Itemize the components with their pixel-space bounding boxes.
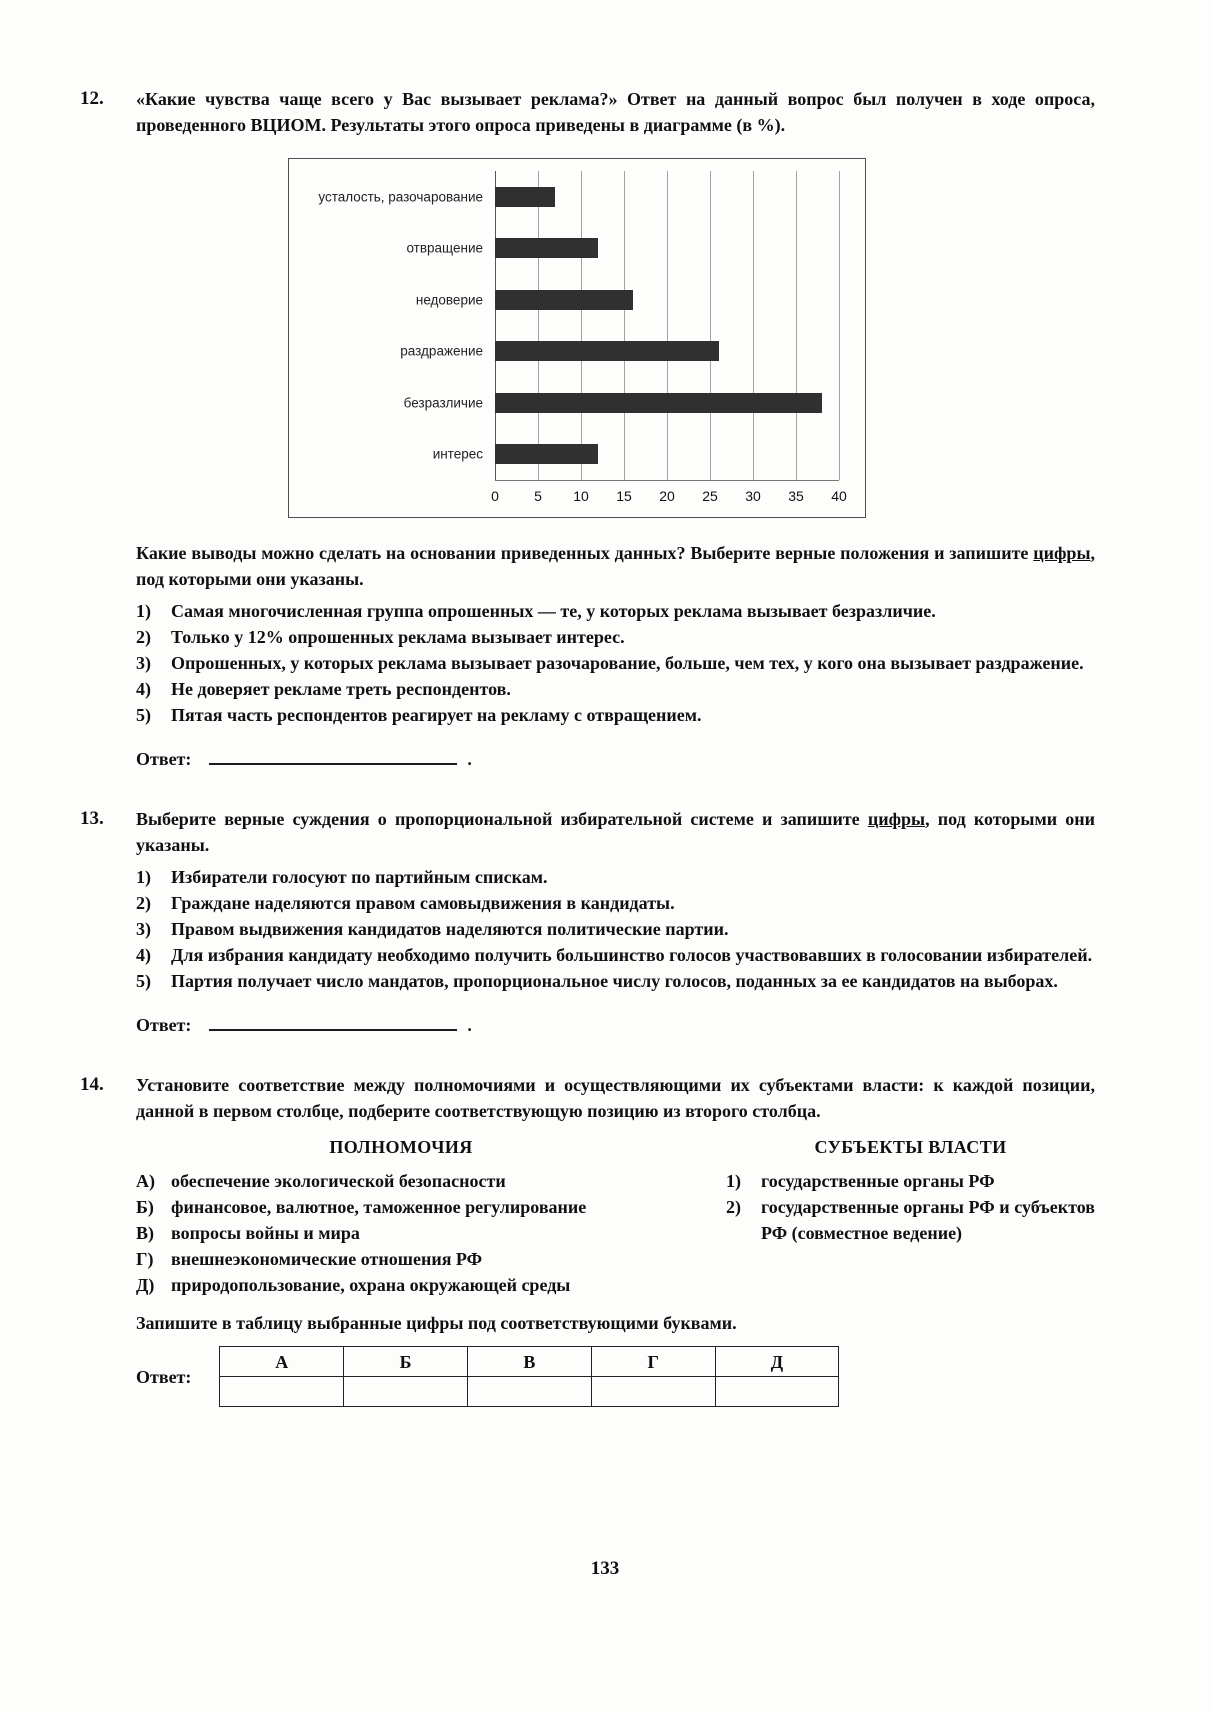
match-item: [726, 1194, 1095, 1246]
option-number: 2): [136, 627, 151, 647]
answer-blank: [209, 751, 457, 765]
option: [136, 650, 1095, 676]
match-item: [136, 1220, 666, 1246]
stem-text-post: , под которыми они указаны.: [136, 809, 1095, 855]
chart-category-label: отвращение: [406, 240, 483, 256]
option-text: Опрошенных, у которых реклама вызывает разочарование, больше, чем тех, у кого она вызывает раздражение.: [171, 653, 1084, 673]
chart-row: [400, 326, 839, 378]
instruction-text-pre: Какие выводы можно сделать на основании приведенных данных? Выберите верные положения и запишите: [136, 543, 1034, 563]
x-tick-label: 0: [491, 488, 499, 504]
x-tick-label: 15: [616, 488, 632, 504]
item-text: природопользование, охрана окружающей среды: [171, 1275, 571, 1295]
question-number: 12.: [80, 88, 104, 109]
chart-category-label: усталость, разочарование: [318, 189, 483, 204]
option-text: Для избрания кандидату необходимо получить большинство голосов участвовавших в голосовании избирателей.: [171, 945, 1093, 965]
option-number: 4): [136, 945, 151, 965]
answer-period: .: [467, 1015, 472, 1035]
x-axis-ticks: [491, 485, 847, 507]
table-answer-cell: [591, 1377, 715, 1407]
option: [136, 968, 1095, 994]
match-item: [136, 1246, 666, 1272]
item-letter: Г): [136, 1249, 154, 1269]
table-header-cell: А: [220, 1347, 344, 1377]
options-list: [136, 864, 1095, 994]
chart-row: [406, 223, 839, 275]
chart-bar: [495, 341, 719, 361]
item-text: государственные органы РФ и субъектов РФ (совместное ведение): [761, 1197, 1095, 1243]
left-column-header: ПОЛНОМОЧИЯ: [329, 1137, 473, 1157]
question-14: [80, 1072, 1095, 1407]
item-letter: Д): [136, 1275, 155, 1295]
option-text: Самая многочисленная группа опрошенных — те, у которых реклама вызывает безразличие.: [171, 601, 936, 621]
chart-row: [415, 274, 839, 326]
chart-bar: [495, 444, 598, 464]
matching-columns: [136, 1134, 1095, 1298]
option: [136, 916, 1095, 942]
stem-text-pre: Выберите верные суждения о пропорциональной избирательной системе и запишите: [136, 809, 868, 829]
chart-category-label: недоверие: [415, 292, 483, 307]
gridline: [839, 171, 840, 480]
question-body: [136, 806, 1095, 1038]
question-stem: Установите соответствие между полномочиями и осуществляющими их субъектами власти: к каждой позиции, данной в первом столбце, подберите соответствующую позицию из второго столбца.: [136, 1075, 1095, 1121]
answer-row: [136, 1012, 1095, 1038]
option-text: Только у 12% опрошенных реклама вызывает интерес.: [171, 627, 625, 647]
x-tick-label: 30: [745, 488, 761, 504]
option-number: 4): [136, 679, 151, 699]
item-text: финансовое, валютное, таможенное регулирование: [171, 1197, 587, 1217]
item-letter: А): [136, 1171, 155, 1191]
chart-bar: [495, 187, 555, 207]
answer-label: Ответ:: [136, 1015, 192, 1035]
option: [136, 864, 1095, 890]
option: [136, 598, 1095, 624]
option-number: 5): [136, 705, 151, 725]
option-text: Партия получает число мандатов, пропорциональное числу голосов, поданных за ее кандидатов на выборах.: [171, 971, 1058, 991]
chart-plot-area: [318, 171, 839, 481]
chart-bars: [318, 171, 839, 480]
option-number: 5): [136, 971, 151, 991]
x-tick-label: 40: [831, 488, 847, 504]
question-number: 13.: [80, 808, 104, 829]
question-12: [80, 86, 1095, 772]
x-tick-label: 10: [573, 488, 589, 504]
x-tick-label: 5: [534, 488, 542, 504]
match-item: [136, 1194, 666, 1220]
answer-label: Ответ:: [136, 749, 192, 769]
answer-blank: [209, 1017, 457, 1031]
chart-row: [403, 377, 839, 429]
answer-table: [219, 1346, 839, 1407]
chart-category-label: безразличие: [403, 395, 483, 410]
underlined-word: цифры: [1033, 543, 1091, 563]
option: [136, 624, 1095, 650]
answer-row: [136, 746, 1095, 772]
match-item: [136, 1168, 666, 1194]
x-tick-label: 20: [659, 488, 675, 504]
option-number: 2): [136, 893, 151, 913]
question-body: [136, 86, 1095, 772]
instruction-text-post: , под которыми они указаны.: [136, 543, 1095, 589]
survey-bar-chart: [288, 158, 866, 518]
option: [136, 702, 1095, 728]
table-answer-cell: [715, 1377, 839, 1407]
option: [136, 676, 1095, 702]
item-text: вопросы войны и мира: [171, 1223, 360, 1243]
chart-row: [432, 429, 839, 481]
option-text: Правом выдвижения кандидатов наделяются политические партии.: [171, 919, 729, 939]
table-answer-cell: [467, 1377, 591, 1407]
x-tick-label: 25: [702, 488, 718, 504]
chart-bar: [495, 290, 633, 310]
answer-label: Ответ:: [136, 1366, 192, 1387]
question-stem: [136, 806, 1095, 858]
table-header-cell: Г: [591, 1347, 715, 1377]
chart-row: [318, 171, 839, 223]
answer-table-section: [136, 1346, 1095, 1407]
question-instruction: [136, 540, 1095, 592]
option: [136, 890, 1095, 916]
table-instruction: Запишите в таблицу выбранные цифры под соответствующими буквами.: [136, 1313, 737, 1333]
question-13: [80, 806, 1095, 1038]
option-text: Избиратели голосуют по партийным спискам.: [171, 867, 548, 887]
option-text: Не доверяет рекламе треть респондентов.: [171, 679, 511, 699]
answer-period: .: [467, 749, 472, 769]
item-text: внешнеэкономические отношения РФ: [171, 1249, 483, 1269]
item-number: 1): [726, 1171, 741, 1191]
right-column: [726, 1134, 1095, 1298]
table-answer-row: [220, 1377, 839, 1407]
option-number: 1): [136, 867, 151, 887]
right-column-header: СУБЪЕКТЫ ВЛАСТИ: [814, 1137, 1007, 1157]
item-letter: В): [136, 1223, 154, 1243]
chart-category-label: интерес: [432, 446, 483, 462]
table-header-row: [220, 1347, 839, 1377]
option-number: 3): [136, 653, 151, 673]
page-number: 133: [590, 1558, 620, 1579]
options-list: [136, 598, 1095, 728]
chart-bar: [495, 393, 822, 413]
option-number: 3): [136, 919, 151, 939]
table-answer-cell: [220, 1377, 344, 1407]
option-text: Граждане наделяются правом самовыдвижения в кандидаты.: [171, 893, 675, 913]
question-stem: «Какие чувства чаще всего у Вас вызывает реклама?» Ответ на данный вопрос был получен в ходе опроса, проведенного ВЦИОМ. Результаты этого опроса приведены в диаграмме (в %).: [136, 89, 1095, 135]
left-column: [136, 1134, 666, 1298]
match-item: [136, 1272, 666, 1298]
table-answer-cell: [344, 1377, 468, 1407]
question-body: [136, 1072, 1095, 1407]
question-number: 14.: [80, 1074, 104, 1095]
item-number: 2): [726, 1197, 741, 1217]
chart-bar: [495, 238, 598, 258]
item-text: государственные органы РФ: [761, 1171, 995, 1191]
option-number: 1): [136, 601, 151, 621]
table-header-cell: Д: [715, 1347, 839, 1377]
match-item: [726, 1168, 1095, 1194]
x-tick-label: 35: [788, 488, 804, 504]
option: [136, 942, 1095, 968]
option-text: Пятая часть респондентов реагирует на рекламу с отвращением.: [171, 705, 702, 725]
item-text: обеспечение экологической безопасности: [171, 1171, 506, 1191]
chart-category-label: раздражение: [400, 343, 483, 359]
item-letter: Б): [136, 1197, 154, 1217]
table-header-cell: В: [467, 1347, 591, 1377]
table-header-cell: Б: [344, 1347, 468, 1377]
underlined-word: цифры: [867, 809, 926, 829]
